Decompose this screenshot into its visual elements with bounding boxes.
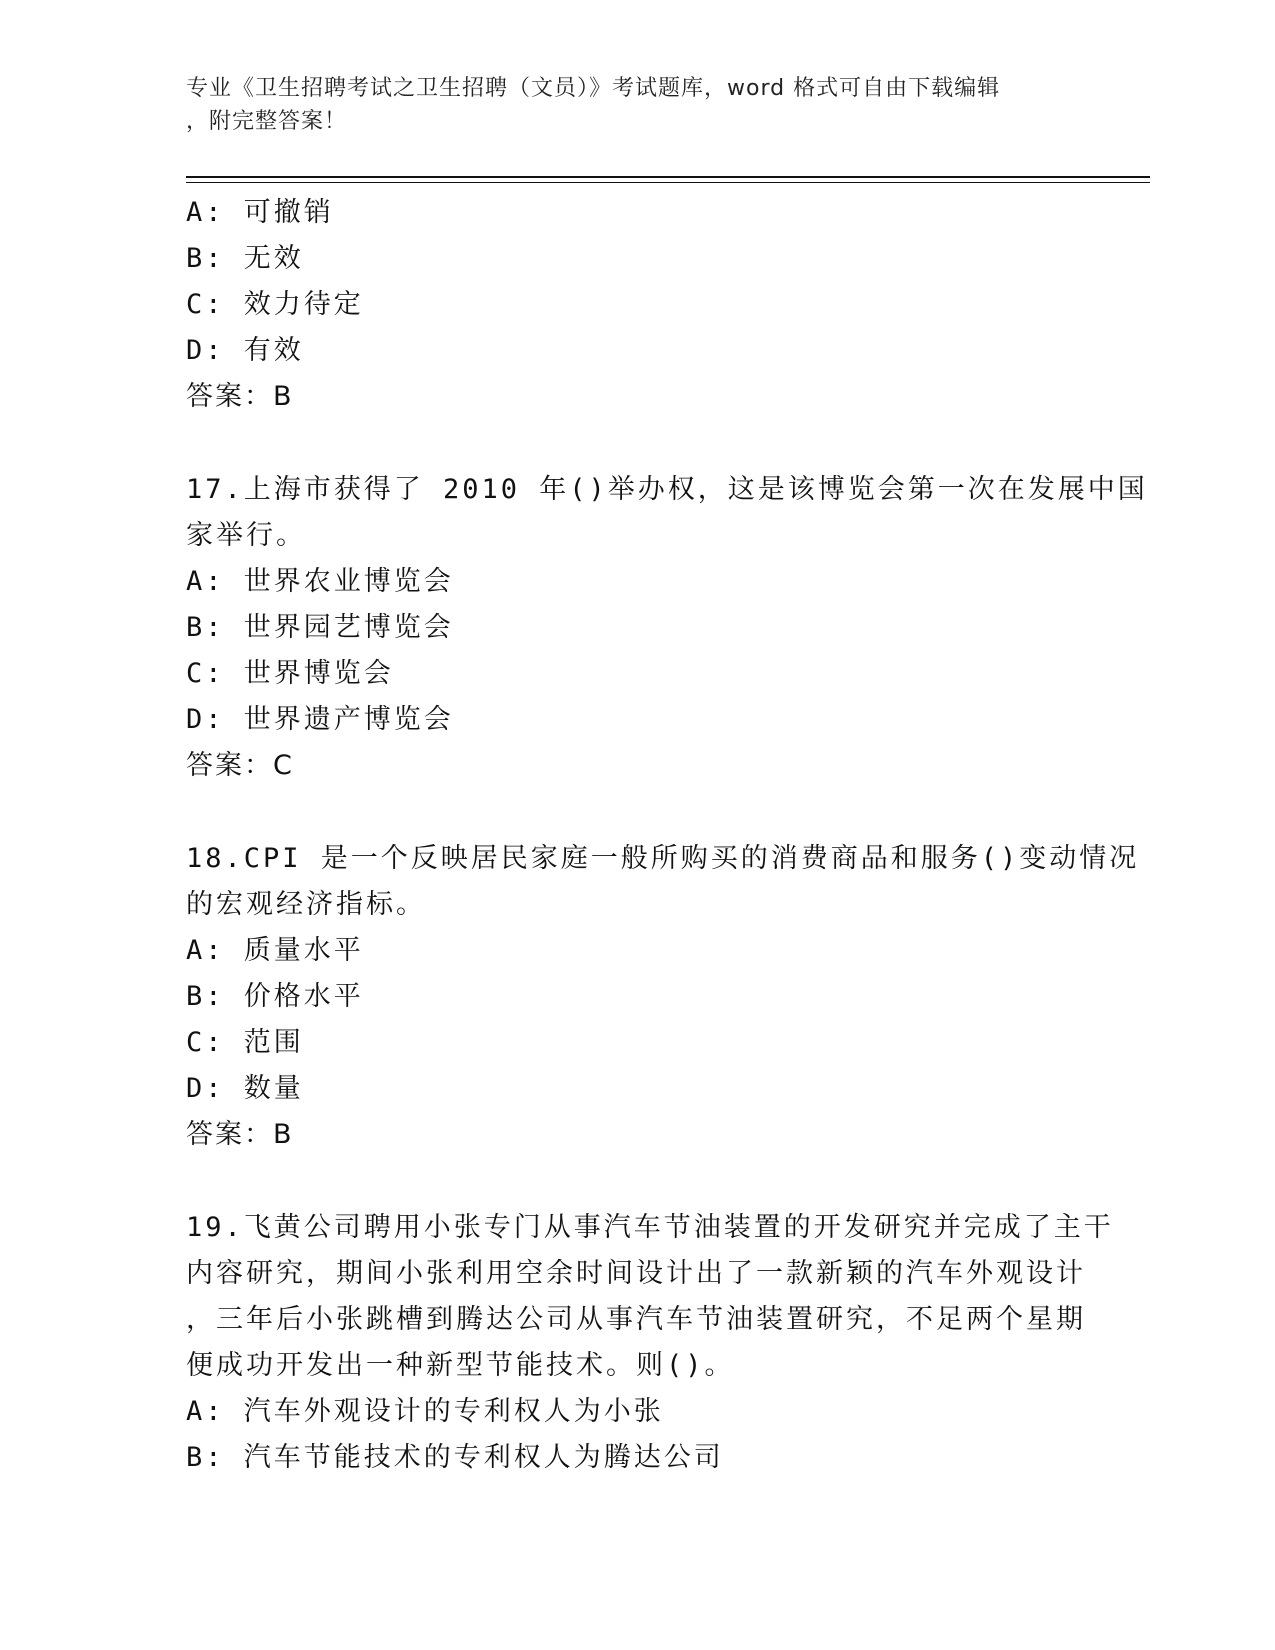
question-text-line: 18.CPI 是一个反映居民家庭一般所购买的消费商品和服务()变动情况 [186,843,1140,874]
question-19 [186,1205,1114,1481]
question-18 [186,836,1140,1158]
option-a: A: 质量水平 [186,935,364,966]
header-divider-thick [186,176,1150,178]
option-c: C: 范围 [186,1027,304,1058]
option-c: C: 世界博览会 [186,658,394,689]
spacer [186,420,1086,467]
option-b: B: 世界园艺博览会 [186,612,454,643]
option-d: D: 有效 [186,335,304,366]
option-a: A: 可撤销 [186,197,334,228]
option-b: B: 汽车节能技术的专利权人为腾达公司 [186,1442,724,1473]
question-text-line: 家举行。 [186,520,306,551]
question-16 [186,190,1086,420]
option-a: A: 世界农业博览会 [186,566,454,597]
header-line-2: ，附完整答案！ [186,109,348,134]
spacer [186,1158,1086,1205]
option-c: C: 效力待定 [186,289,364,320]
option-a: A: 汽车外观设计的专利权人为小张 [186,1396,664,1427]
option-b: B: 无效 [186,243,304,274]
option-b: B: 价格水平 [186,981,364,1012]
header-line-1: 专业《卫生招聘考试之卫生招聘（文员）》考试题库，word 格式可自由下载编辑 [186,76,1001,101]
question-text-line: 17.上海市获得了 2010 年()举办权，这是该博览会第一次在发展中国 [186,474,1148,505]
question-text-line: 便成功开发出一种新型节能技术。则()。 [186,1350,735,1381]
document-header [186,72,1086,138]
question-content [186,190,1148,1481]
answer-label: 答案：B [186,381,294,412]
answer-label: 答案：C [186,750,294,781]
question-text-line: 19.飞黄公司聘用小张专门从事汽车节油装置的开发研究并完成了主干 [186,1212,1114,1243]
question-17 [186,467,1148,789]
option-d: D: 世界遗产博览会 [186,704,454,735]
header-divider-thin [186,182,1150,183]
question-text-line: ，三年后小张跳槽到腾达公司从事汽车节油装置研究，不足两个星期 [186,1304,1086,1335]
option-d: D: 数量 [186,1073,304,1104]
answer-label: 答案：B [186,1119,294,1150]
question-text-line: 的宏观经济指标。 [186,889,426,920]
spacer [186,789,1086,836]
question-text-line: 内容研究，期间小张利用空余时间设计出了一款新颖的汽车外观设计 [186,1258,1086,1289]
